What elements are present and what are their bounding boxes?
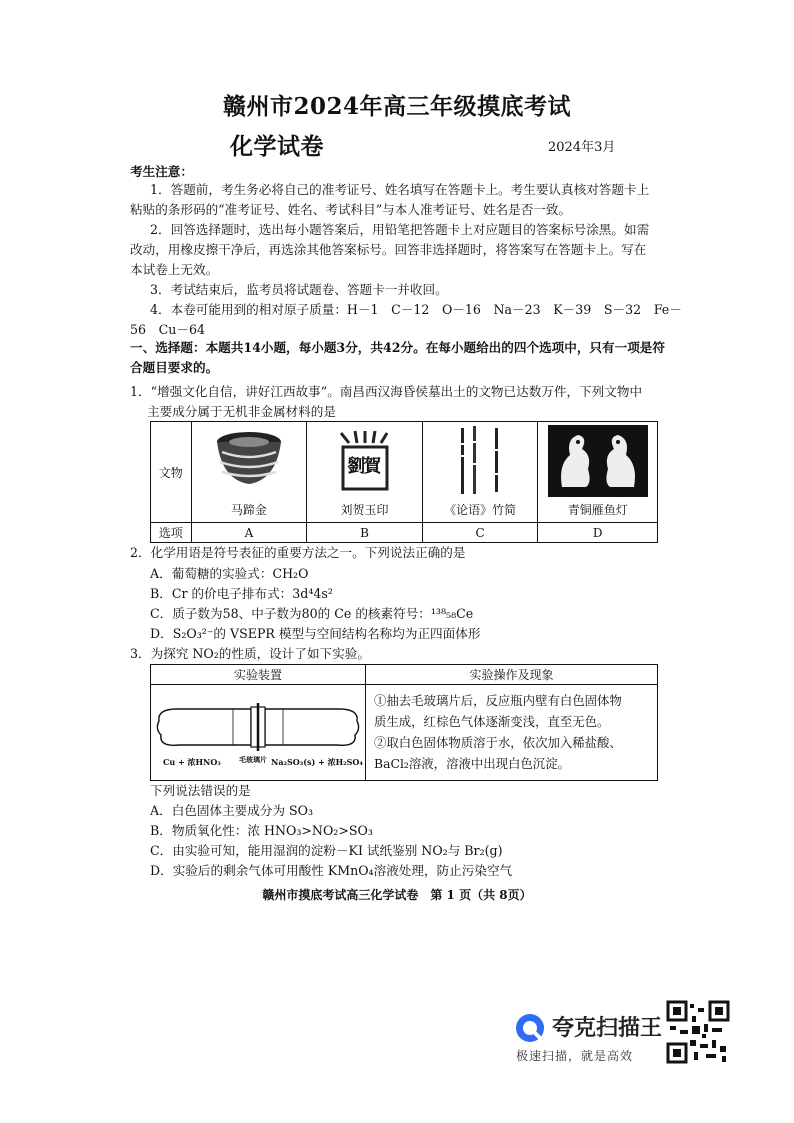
- qr-code-icon: [666, 1000, 730, 1064]
- q1-stem: 1．“增强文化自信，讲好江西故事”。南昌西汉海昏侯墓出土的文物已达数万件，下列文物中: [130, 384, 643, 399]
- apparatus-right-label: Na₂SO₃(s) + 浓H₂SO₄: [271, 757, 363, 767]
- option-a: A: [191, 523, 307, 543]
- artifact-a-cell: [191, 422, 307, 523]
- apparatus-cell: [151, 685, 366, 781]
- notice-heading: 考生注意：: [130, 164, 193, 179]
- artifact-c-caption: 《论语》竹简: [444, 503, 517, 517]
- row-label-option: 选项: [151, 523, 192, 543]
- q2-option-a: A．葡萄糖的实验式：CH₂O: [150, 566, 309, 581]
- q1-stem-cont: 主要成分属于无机非金属材料的是: [147, 404, 336, 419]
- notice-line: 粘贴的条形码的“准考证号、姓名、考试科目”与本人准考证号、姓名是否一致。: [130, 202, 572, 217]
- artifact-b-cell: [307, 422, 423, 523]
- notice-line: 3．考试结束后，监考员将试题卷、答题卡一并收回。: [150, 282, 448, 297]
- q1-table: [150, 421, 658, 543]
- option-c: C: [422, 523, 538, 543]
- q2-option-b: B．Cr 的价电子排布式：3d⁴4s²: [150, 586, 333, 601]
- artifact-d-cell: [538, 422, 658, 523]
- notice-line: 2．回答选择题时，选出每小题答案后，用铅笔把答题卡上对应题目的答案标号涂黑。如需: [150, 222, 650, 237]
- q3-stem: 3．为探究 NO₂的性质，设计了如下实验。: [130, 646, 370, 661]
- ops-line: ②取白色固体物质溶于水，依次加入稀盐酸、: [374, 735, 622, 750]
- artifact-a-caption: 马蹄金: [230, 503, 267, 517]
- q3-prompt: 下列说法错误的是: [150, 783, 251, 798]
- q3-option-d: D．实验后的剩余气体可用酸性 KMnO₄溶液处理，防止污染空气: [150, 863, 513, 878]
- apparatus-left-label: Cu + 浓HNO₃: [163, 757, 221, 767]
- ops-line: BaCl₂溶液，溶液中出现白色沉淀。: [374, 756, 570, 771]
- seal-inscription: 劉賀: [347, 456, 380, 477]
- q3-option-a: A．白色固体主要成分为 SO₃: [150, 803, 314, 818]
- ops-line: ①抽去毛玻璃片后，反应瓶内壁有白色固体物: [374, 693, 622, 708]
- apparatus-mid-label: 毛玻璃片: [239, 755, 267, 764]
- subject-title: 化学试卷: [230, 133, 324, 160]
- artifact-d-caption: 青铜雁鱼灯: [567, 503, 628, 517]
- option-d: D: [538, 523, 658, 543]
- ops-cell: [366, 685, 658, 781]
- bronze-goose-fish-lamp-image: [548, 425, 648, 497]
- notice-line: 1．答题前，考生务必将自己的准考证号、姓名填写在答题卡上。考生要认真核对答题卡上: [150, 182, 650, 197]
- artifact-b-caption: 刘贺玉印: [340, 503, 389, 517]
- watermark-brand: 夸克扫描王: [552, 1016, 663, 1041]
- page-footer: 赣州市摸底考试高三化学试卷 第 1 页（共 8页）: [262, 888, 532, 902]
- notice-line: 56 Cu－64: [130, 322, 205, 337]
- exam-title: 赣州市2024年高三年级摸底考试: [222, 93, 571, 120]
- artifact-c-cell: [422, 422, 538, 523]
- section-heading: 一、选择题：本题共14小题，每小题3分，共42分。在每小题给出的四个选项中，只有一项是符: [130, 340, 665, 355]
- option-b: B: [307, 523, 423, 543]
- watermark-slogan: 极速扫描，就是高效: [516, 1049, 634, 1063]
- q3-option-c: C．由实验可知，能用湿润的淀粉－KI 试纸鉴别 NO₂与 Br₂(g): [150, 843, 503, 858]
- q3-col-apparatus: 实验装置: [151, 665, 366, 685]
- q3-option-b: B．物质氧化性：浓 HNO₃>NO₂>SO₃: [150, 823, 373, 838]
- notice-line: 4．本卷可能用到的相对原子质量：H－1 C－12 O－16 Na－23 K－39 S－32 Fe－: [150, 302, 682, 317]
- row-label-artifact: 文物: [151, 422, 192, 523]
- q2-option-c: C．质子数为58、中子数为80的 Ce 的核素符号：¹³⁸₅₈Ce: [150, 606, 474, 621]
- section-heading-cont: 合题目要求的。: [130, 360, 219, 375]
- bamboo-slips-image: [453, 424, 513, 496]
- notice-line: 本试卷上无效。: [130, 262, 219, 277]
- horse-hoof-gold-image: [214, 428, 284, 490]
- q3-col-ops: 实验操作及现象: [366, 665, 658, 685]
- notice-line: 改动，用橡皮擦干净后，再选涂其他答案标号。回答非选择题时，将答案写在答题卡上。写在: [130, 242, 647, 257]
- q2-option-d: D．S₂O₃²⁻的 VSEPR 模型与空间结构名称均为正四面体形: [150, 626, 481, 641]
- q3-table: [150, 664, 658, 781]
- exam-date: 2024年3月: [548, 140, 616, 155]
- ops-line: 质生成，红棕色气体逐渐变浅，直至无色。: [374, 714, 610, 729]
- q2-stem: 2．化学用语是符号表征的重要方法之一。下列说法正确的是: [130, 545, 466, 560]
- quark-logo-icon: [514, 1012, 546, 1044]
